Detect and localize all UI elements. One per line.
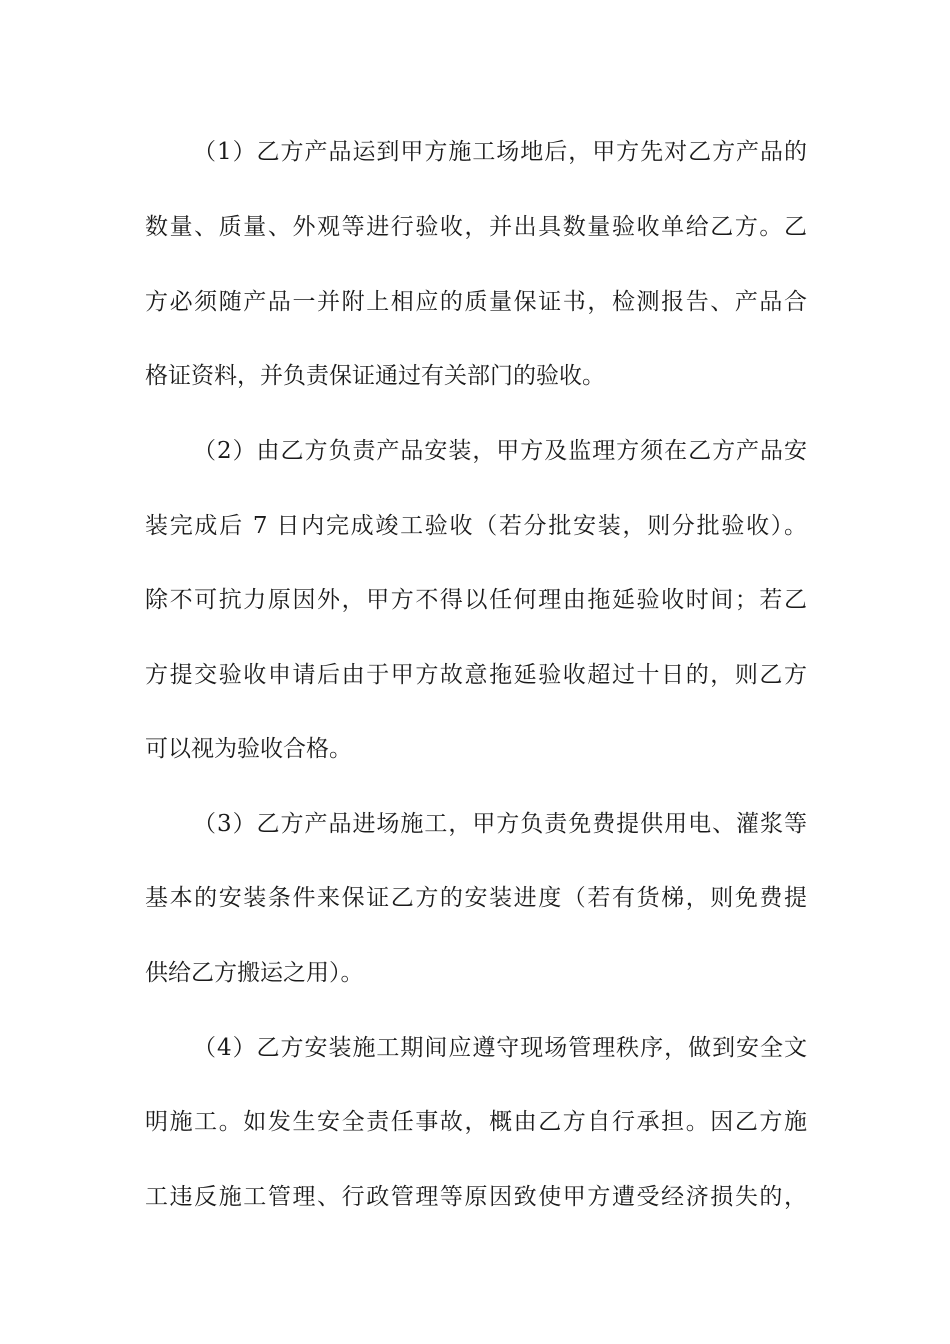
paragraph-4-line-2: 明施工。如发生安全责任事故，概由乙方自行承担。因乙方施 [145,1109,807,1135]
paragraph-3-line-3: 供给乙方搬运之用）。 [145,960,364,986]
paragraph-1-line-1: （1）乙方产品运到甲方施工场地后，甲方先对乙方产品的 [193,139,807,165]
paragraph-2-line-1: （2）由乙方负责产品安装，甲方及监理方须在乙方产品安 [193,438,807,464]
paragraph-4-line-3: 工违反施工管理、行政管理等原因致使甲方遭受经济损失的， [145,1184,807,1210]
paragraph-3-line-2: 基本的安装条件来保证乙方的安装进度（若有货梯，则免费提 [145,885,807,911]
paragraph-2-line-5: 可以视为验收合格。 [145,736,352,762]
paragraph-2-line-4: 方提交验收申请后由于甲方故意拖延验收超过十日的，则乙方 [145,662,807,688]
paragraph-1-line-4: 格证资料，并负责保证通过有关部门的验收。 [145,363,605,389]
paragraph-1-line-2: 数量、质量、外观等进行验收，并出具数量验收单给乙方。乙 [145,214,807,240]
paragraph-2-line-2: 装完成后 7 日内完成竣工验收（若分批安装，则分批验收）。 [145,513,807,539]
paragraph-2-line-3: 除不可抗力原因外，甲方不得以任何理由拖延验收时间；若乙 [145,587,807,613]
paragraph-1-line-3: 方必须随产品一并附上相应的质量保证书，检测报告、产品合 [145,289,807,315]
paragraph-4-line-1: （4）乙方安装施工期间应遵守现场管理秩序，做到安全文 [193,1035,807,1061]
paragraph-3-line-1: （3）乙方产品进场施工，甲方负责免费提供用电、灌浆等 [193,811,807,837]
